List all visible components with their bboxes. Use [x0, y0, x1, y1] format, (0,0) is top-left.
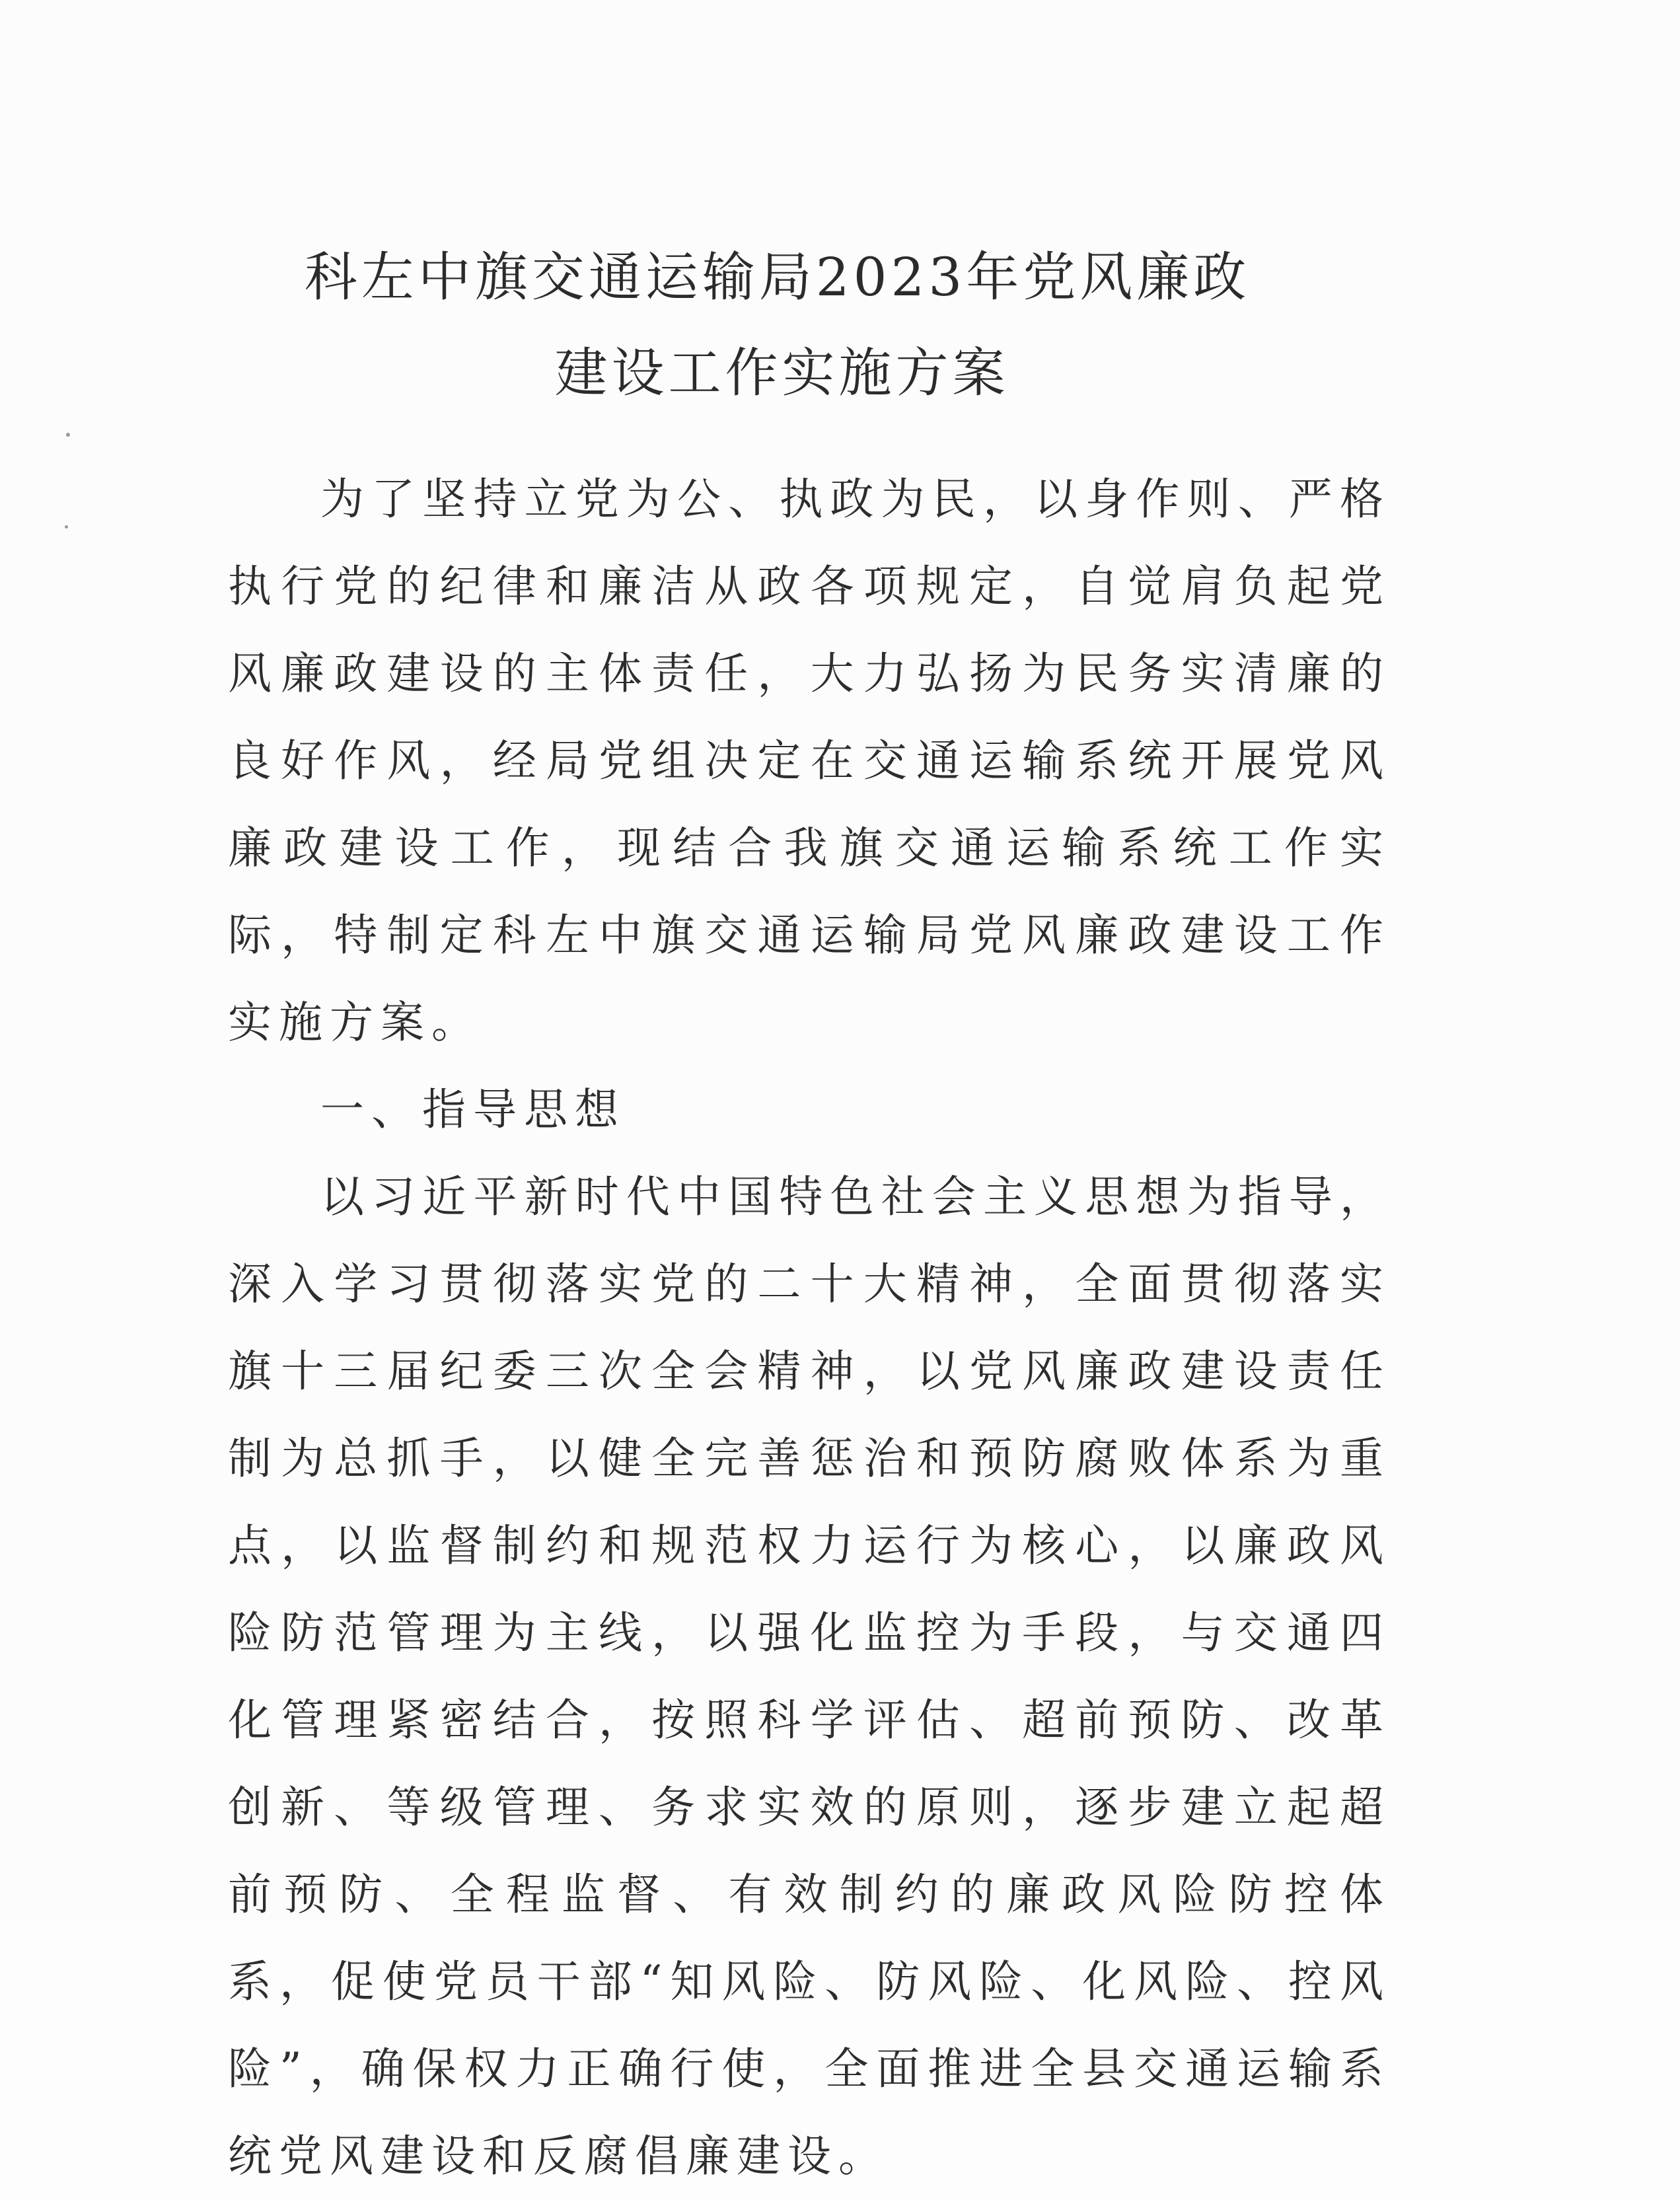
- document-title-line-1: 科左中旗交通运输局2023年党风廉政: [304, 246, 1251, 308]
- scan-speck: [66, 433, 70, 437]
- document-body: [228, 456, 1391, 2200]
- section-paragraph-guiding-ideology: 以习近平新时代中国特色社会主义思想为指导，深入学习贯彻落实党的二十大精神，全面贯彻落实旗十三届纪委三次全会精神，以党风廉政建设责任制为总抓手，以健全完善惩治和预防腐败体系为重点，以监督制约和规范权力运行为核心，以廉政风险防范管理为主线，以强化监控为手段，与交通四化管理紧密结合，按照科学评估、超前预防、改革创新、等级管理、务求实效的原则，逐步建立起超前预防、全程监督、有效制约的廉政风险防控体系，促使党员干部“知风险、防风险、化风险、控风险”，确保权力正确行使，全面推进全县交通运输系统党风建设和反腐倡廉建设。: [228, 1171, 1391, 2182]
- intro-paragraph: 为了坚持立党为公、执政为民，以身作则、严格执行党的纪律和廉洁从政各项规定，自觉肩负起党风廉政建设的主体责任，大力弘扬为民务实清廉的良好作风，经局党组决定在交通运输系统开展党风廉政建设工作，现结合我旗交通运输系统工作实际，特制定科左中旗交通运输局党风廉政建设工作实施方案。: [228, 474, 1391, 1048]
- scan-speck: [65, 525, 68, 529]
- section-heading-guiding-ideology: 一、指导思想: [320, 1084, 626, 1135]
- document-title-line-2: 建设工作实施方案: [554, 342, 1009, 404]
